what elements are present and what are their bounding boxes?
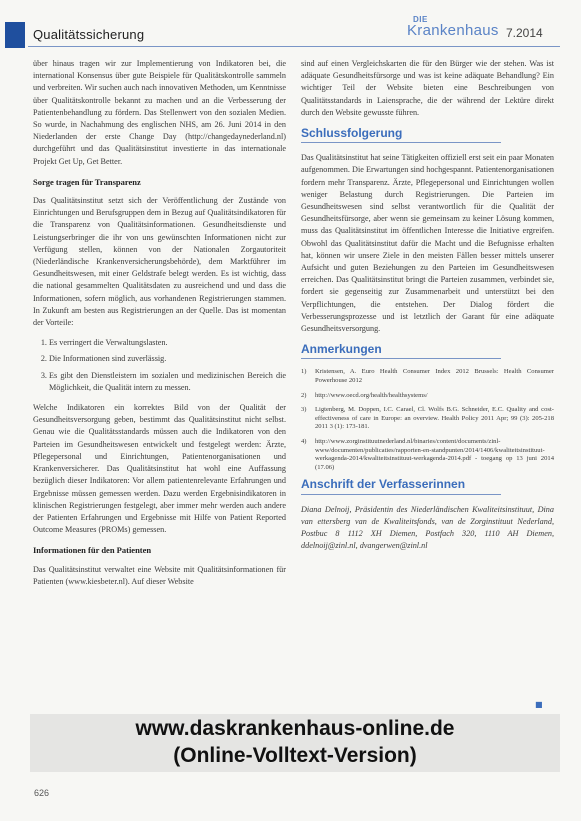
page-header (0, 0, 581, 50)
section-title: Qualitätssicherung (33, 27, 145, 42)
heading-rule (301, 494, 501, 495)
heading-conclusion: Schlussfolgerung (301, 126, 403, 141)
heading-authors-address: Anschrift der Verfasserinnen (301, 477, 466, 492)
heading-rule (301, 358, 501, 359)
banner-subtitle: (Online-Volltext-Version) (173, 744, 417, 767)
header-rule (28, 46, 560, 47)
journal-logo (407, 14, 499, 42)
subheading-patient-info: Informationen für den Patienten (33, 545, 152, 556)
end-mark-icon: ■ (535, 700, 543, 709)
online-version-banner (30, 714, 560, 772)
subheading-transparency: Sorge tragen für Transparenz (33, 176, 141, 187)
paragraph: Das Qualitätsinstitut hat seine Tätigkeiten offiziell erst seit ein paar Monaten aufgenommen. Die Erwartungen sind hochgespannt. Patientenorganisationen fordern mehr Transparenz. Ärzte, Pflegepersonal und Einrichtungen wollen weniger Belastung durch Registrierungen. Die Parteien im Gesundheitswesen sind selbst verantwortlich für die Qualität der Gesundheitsfürsorge, aber wenn sie gemeinsam zu keiner Lösung kommen, muss das Qualitätsinstitut im öffentlichen Interesse die Initiative ergreifen. Obwohl das Qualitätsinstitut dafür die Macht und die Befugnisse erhalten hat, können wir unsere Ziele in den meisten Fällen besser mittels unserer Aufsicht und guten Beziehungen zu den Parteien im Gesundheitswesen erreichen. Das Qualitätsinstitut bringt die Parteien zusammen, verbindet sie, fordert sie gegenseitig zur Zusammenarbeit und unterstützt bei den Verpflichtungen, die entstehen. Der Dialog fördert die Verbesserungsprozesse und ist letztlich der Garant für eine adäquate Gesundheitsversorgung. (301, 153, 554, 334)
section-color-tab (5, 22, 25, 48)
paragraph: über hinaus tragen wir zur Implementierung von Indikatoren bei, die international Konsensus über gute Beispiele für Qualitätskontrolle sammeln und verbreiten. Wir suchen auch nach innovativen Methoden, um Kenntnisse über Qualitätskontrolle bekannt zu machen und an die Verbesserung der Patientenbehandlung zu fördern. Das Stellenwert von den sozialen Medien. So wurde, in Nachahmung des englischen NHS, am 26. Juni 2014 in den Niederlanden der erste Change Day (http://changedaynederland.nl) durchgeführt und das Qualitätsinstitut investierte in das internationale Projekt Get Up, Get Better. (33, 59, 286, 166)
paragraph: sind auf einen Vergleichskarten die für den Bürger wie der stehen. Was ist adäquate Gesundheitsfürsorge und was ist keine adäquate Behandlung? Ein wichtiger Teil der Website bieten eine Beschreibungen von Qualitätsstandards in Laiensprache, die der während der Lektüre direkt durch den Website gewusste führen. (301, 59, 554, 117)
logo-big-text: Krankenhaus (407, 22, 499, 39)
paragraph: Welche Indikatoren ein korrektes Bild von der Qualität der Gesundheitsversorgung geben, bestimmt das Qualitätsinstitut nicht selbst. Genau wie die Qualitätsstandards müssen auch die Indikatoren von den Parteien im Gesundheitswesen entwickelt und festgelegt werden: Ärzte, Pflegepersonal und Einrichtungen, Patientenorganisationen und Krankenversicherer. Das Qualitätsinstitut hat wohl eine Auffassung bezüglich dieser Indikatoren: Vor allem patientenrelevante Erfahrungen und Ergebnisse müssen gemessen werden. Dazu werden Ergebnisindikatoren in klinischen Registrierungen festgelegt, aber immer mehr werden auch andere der Patienten Erfahrungen und Ergebnisse mit Hilfe von Patient Reported Outcome Measures (PROMs) gemessen. (33, 403, 286, 535)
list-item: 3. Es gibt den Dienstleistern im sozialen und medizinischen Bereich die Möglichkeit, die Qualität intern zu messen. (49, 370, 286, 394)
heading-notes: Anmerkungen (301, 342, 382, 357)
logo-small-text: DIE (413, 15, 428, 24)
list-item: 1. Es verringert die Verwaltungslasten. (49, 337, 286, 349)
right-column (301, 58, 554, 552)
paragraph: Das Qualitätsinstitut verwaltet eine Website mit Qualitätsinformationen für Patienten (www.kiesbeter.nl). Auf dieser Website (33, 564, 286, 586)
heading-rule (301, 142, 501, 143)
paragraph: Das Qualitätsinstitut setzt sich der Veröffentlichung der Zustände von Einrichtungen und Berufsgruppen dem in Bezug auf Qualitätsindikatoren für die Transparenz von Qualitätsinformationen. Gesundheitsdienste und Leistungserbringer die ihr von uns gewünschten Informationen nicht zur Verfügung stellen, können von der Nationalen Zorgautoriteit (Niederländische Krankenversicherungsbehörde), dem Marktführer im Gesundheitswesen, mit einer Geldstrafe belegt werden. Es ist wichtig, dass die national gesammelten Qualitätsdaten zu ausreichend und und dass die Informationen, sofern möglich, aus vorhandenen Registrierungen stammen. In Zukunft am besten aus Registrierungen an der Quelle. Das ist momentan der Vorteile: (33, 196, 286, 328)
left-column (33, 58, 286, 596)
banner-url: www.daskrankenhaus-online.de (135, 717, 455, 740)
authors-address: Diana Delnoij, Präsidentin des Niederländischen Kwaliteitsinstituut, Dina van ettersberg van de Kwaliteitsfonds, van de Zorginstituut Nederland, Postbuc 8 1112 XH Diemen, Postfach 320, 1110 AH Diemen, ddelnoij@zinl.nl, dvangerwen@zinl.nl (301, 504, 554, 550)
page-number: 626 (34, 788, 50, 798)
footnote: 1) Kristensen, A. Euro Health Consumer Index 2012 Brussels: Health Consumer Powerhouse 2012 (301, 368, 554, 385)
footnote: 4) http://www.zorginstituutnederland.nl/binaries/content/documents/zinl-www/documenten/publicaties/rapporten-en-standpunten/2014/1406/kwaliteitsinstituut-werkagenda-2014/kwaliteitsinstituut-werkagenda-2014.pdf - toegang op 13 juni 2014 (17.06) (301, 438, 554, 471)
footnote: 3) Ligtenberg, M. Doppen, I.C. Carael, Cl. Wolfs B.G. Schneider, E.C. Quality and cost-effectiveness of care in Europe: an overview. Health Policy 2011 Apr; 99 (3): 205-218 2011 3 (1): 173-181. (301, 406, 554, 431)
list-item: 2. Die Informationen sind zuverlässig. (49, 353, 286, 365)
footnote: 2) http://www.oecd.org/health/healthsystems/ (301, 391, 428, 399)
issue-number: 7.2014 (506, 26, 543, 40)
benefits-list (33, 337, 286, 394)
